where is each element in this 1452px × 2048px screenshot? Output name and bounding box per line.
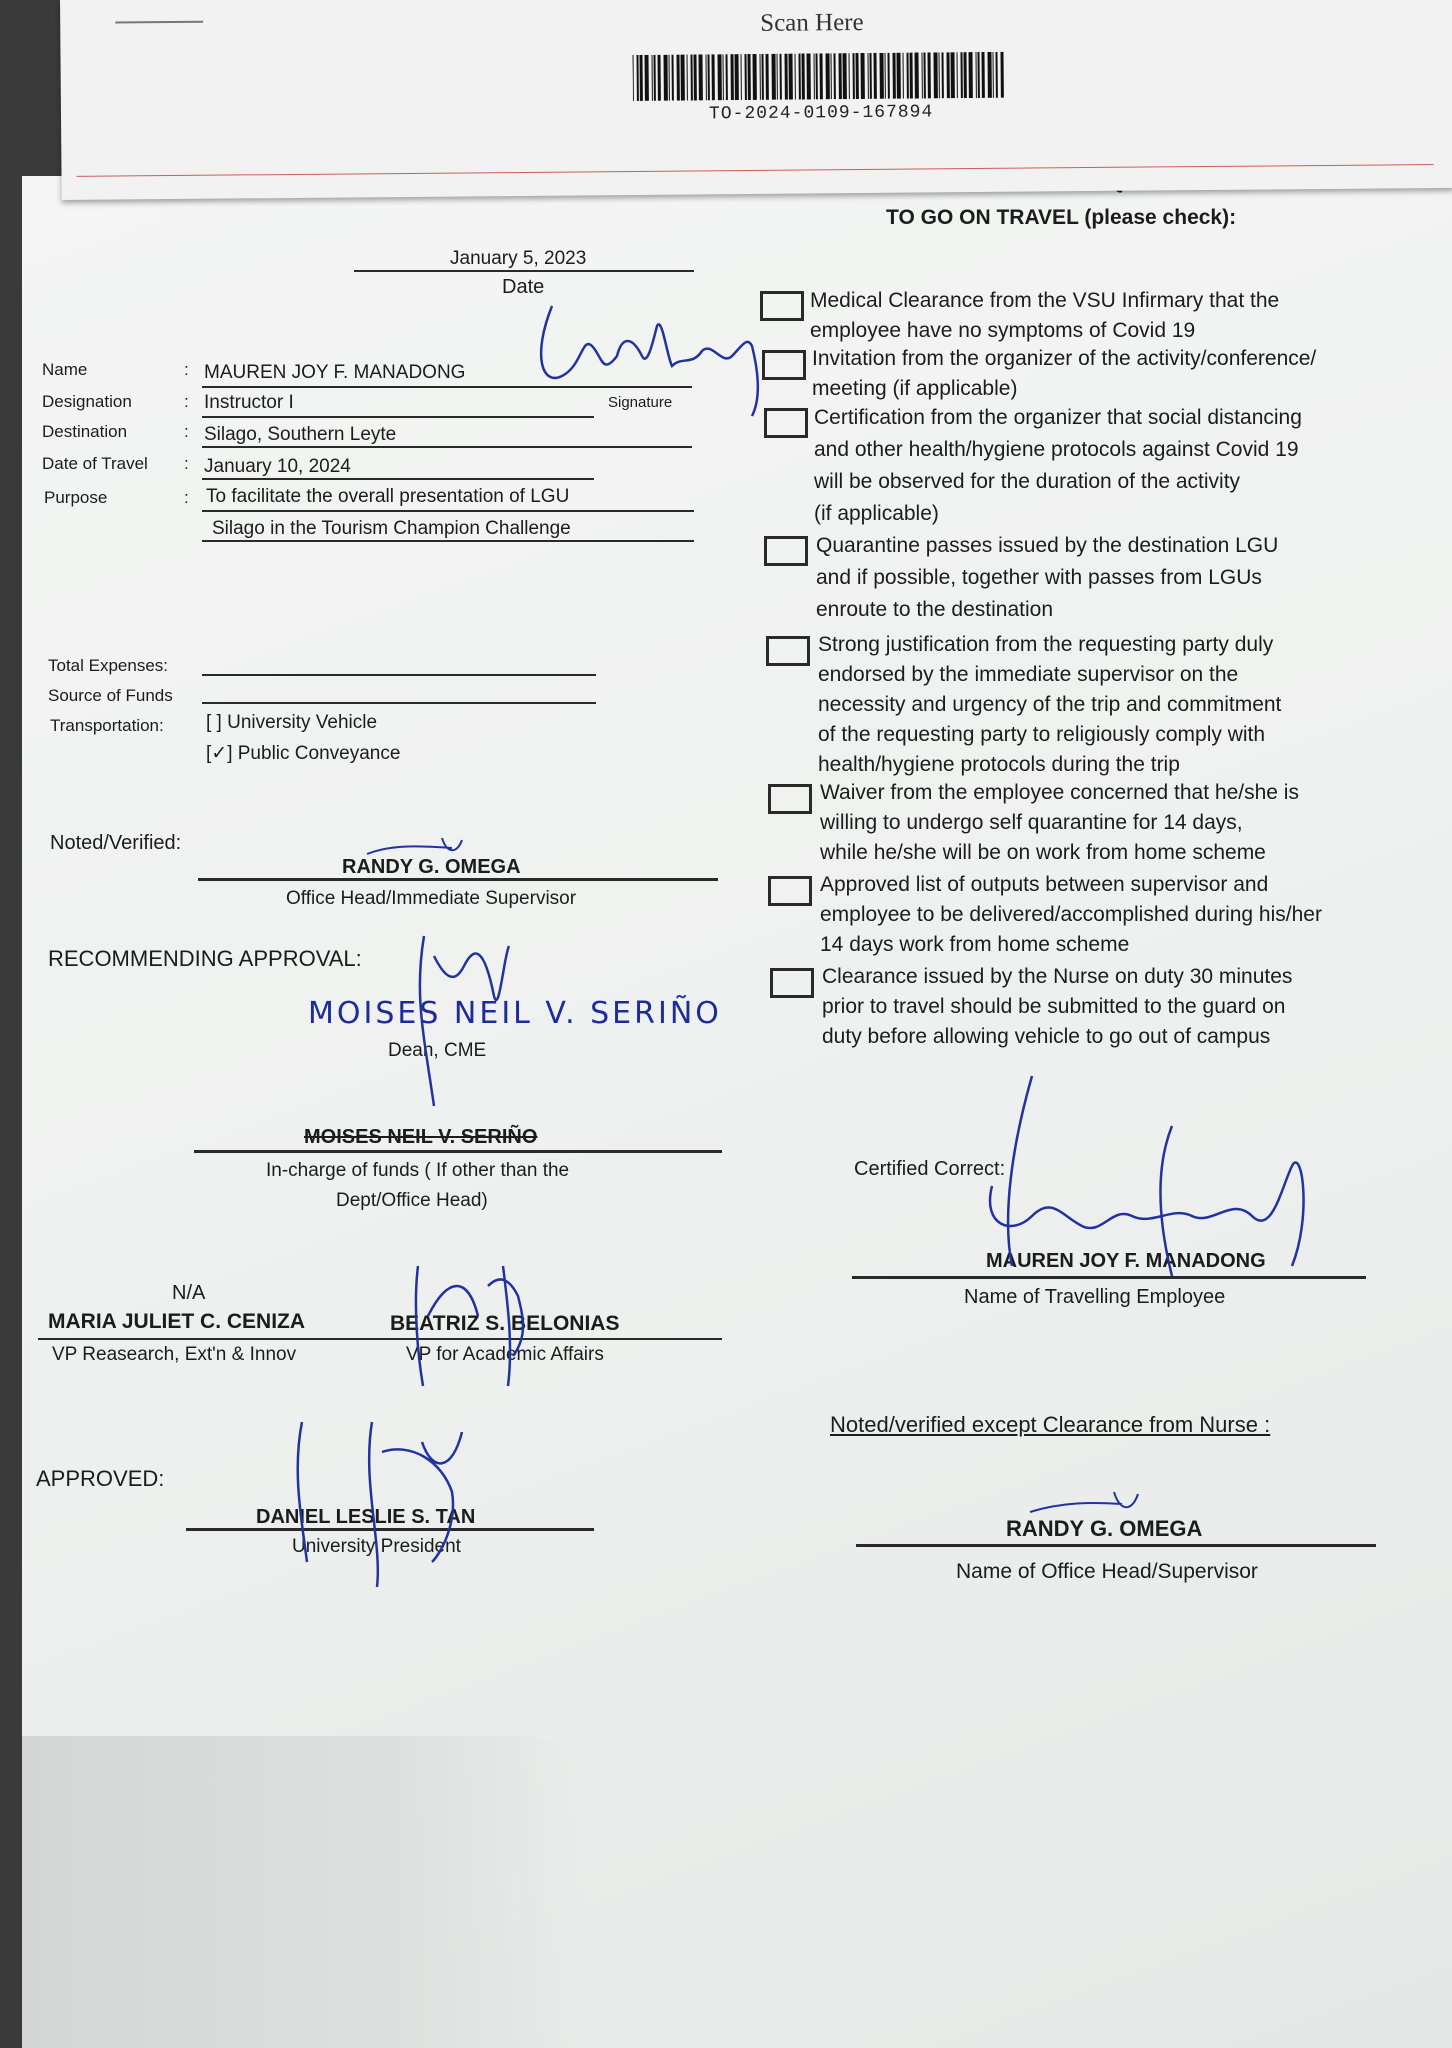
certified-name: MAUREN JOY F. MANADONG [986, 1250, 1266, 1272]
designation-colon: : [184, 392, 189, 411]
vp-rule [38, 1338, 722, 1340]
total-expenses-rule [202, 674, 596, 676]
option-public-conveyance[interactable]: [✓] Public Conveyance [206, 743, 401, 764]
travel-date-label: Date of Travel [42, 454, 148, 473]
transportation-label: Transportation: [50, 716, 164, 735]
checkbox-quarantine-passes[interactable] [764, 536, 808, 566]
barcode-bar [941, 52, 943, 98]
barcode-bar [987, 52, 991, 98]
travel-date-value: January 10, 2024 [204, 456, 351, 477]
checkbox-nurse-clearance[interactable] [770, 968, 814, 998]
noted-except-rule [856, 1544, 1376, 1547]
destination-colon: : [184, 422, 189, 441]
barcode-bar [798, 54, 800, 100]
noted-except-label: Noted/verified except Clearance from Nurse : [830, 1412, 1271, 1437]
requirement-justification: Strong justification from the requesting party duly endorsed by the immediate supervisor on the necessity and urgency of the trip and commitment of the requesting party to religiously comply with health/hygiene protocols during the trip [818, 633, 1282, 776]
barcode-bar [725, 54, 727, 100]
certified-label: Certified Correct: [854, 1158, 1006, 1180]
name-label: Name [42, 360, 88, 379]
barcode-bar [923, 52, 925, 98]
barcode-bar [801, 54, 804, 100]
barcode-bar [992, 52, 993, 98]
barcode-bar [711, 54, 714, 100]
recommending-label: RECOMMENDING APPROVAL: [48, 946, 362, 971]
barcode-bar [873, 53, 876, 99]
barcode-bar [819, 53, 822, 99]
barcode-bar [852, 53, 854, 99]
requirement-medical-clearance: Medical Clearance from the VSU Infirmary that the employee have no symptoms of Covid 19 [810, 289, 1280, 342]
noted-name: RANDY G. OMEGA [342, 856, 521, 878]
barcode-bar [842, 53, 846, 99]
requirement-approved-outputs: Approved list of outputs between supervisor and employee to be delivered/accomplished during his/her 14 days work from home scheme [820, 873, 1322, 956]
barcode-bar [938, 52, 939, 98]
barcode-bar [784, 54, 787, 100]
purpose-line1: To facilitate the overall presentation of LGU [206, 486, 570, 507]
vp-academic-title: VP for Academic Affairs [406, 1344, 604, 1365]
barcode-bar [686, 55, 687, 101]
barcode-bar [698, 54, 702, 100]
barcode-bar [633, 55, 634, 101]
photo-shadow [22, 1736, 582, 2048]
barcode-bar [960, 52, 962, 98]
barcode-bar [830, 53, 831, 99]
barcode-bar [640, 55, 643, 101]
barcode-bar [652, 55, 653, 101]
certified-rule [852, 1276, 1366, 1279]
approved-rule [186, 1528, 594, 1531]
barcode-bar [946, 52, 949, 98]
barcode-bar [884, 53, 885, 99]
barcode-bar [722, 54, 723, 100]
purpose-label: Purpose [44, 488, 108, 507]
barcode-bar [744, 54, 746, 100]
purpose-rule2 [202, 540, 694, 542]
barcode-bar [707, 54, 709, 100]
barcode-bar [892, 53, 895, 99]
destination-rule [202, 446, 692, 448]
requirement-quarantine-passes: Quarantine passes issued by the destination LGU and if possible, together with passes from LGUs enroute to the destination [816, 534, 1279, 621]
barcode-bar [963, 52, 966, 98]
checkbox-waiver[interactable] [768, 784, 812, 814]
date-rule [354, 270, 694, 272]
checkbox-justification[interactable] [766, 636, 810, 666]
form-sheet [22, 176, 1452, 2048]
barcode-bar [968, 52, 972, 98]
barcode-bar [637, 55, 639, 101]
destination-label: Destination [42, 422, 128, 441]
barcode-bar [977, 52, 979, 98]
approved-name: DANIEL LESLIE S. TAN [256, 1506, 476, 1528]
signature-label: Signature [608, 394, 673, 411]
barcode-bar [740, 54, 741, 100]
barcode-bar [860, 53, 864, 99]
requirement-invitation: Invitation from the organizer of the activity/conference/ meeting (if applicable) [812, 347, 1317, 400]
barcode-bar [658, 55, 661, 101]
noted-label: Noted/Verified: [50, 832, 182, 854]
checkbox-approved-outputs[interactable] [768, 876, 812, 906]
barcode-bar [813, 53, 814, 99]
approved-label: APPROVED: [36, 1466, 165, 1491]
vp-research-name: MARIA JULIET C. CENIZA [48, 1310, 306, 1333]
noted-title: Office Head/Immediate Supervisor [286, 888, 577, 909]
approved-title: University President [292, 1536, 461, 1557]
barcode-bar [759, 54, 760, 100]
requirements-header-line2: TO GO ON TRAVEL (please check): [886, 206, 1237, 229]
barcode-bar [867, 53, 868, 99]
barcode-bar [752, 54, 756, 100]
barcode-bar [975, 52, 976, 98]
barcode-bar [771, 54, 775, 100]
funds-title-line2: Dept/Office Head) [336, 1190, 488, 1211]
source-funds-label: Source of Funds [48, 686, 173, 705]
barcode-bar [825, 53, 829, 99]
barcode[interactable] [633, 52, 1009, 101]
funds-rule [194, 1150, 722, 1153]
noted-except-title: Name of Office Head/Supervisor [956, 1560, 1258, 1583]
barcode-bar [995, 52, 997, 98]
recommending-handwritten-name: MOISES NEIL V. SERIÑO [308, 996, 722, 1031]
barcode-bar [933, 52, 937, 98]
barcode-bar [681, 55, 685, 101]
requirement-nurse-clearance: Clearance issued by the Nurse on duty 30 minutes prior to travel should be submitted to the guard on duty before allowing vehicle to go out of campus [822, 965, 1293, 1048]
barcode-bar [833, 53, 835, 99]
barcode-bar [927, 52, 930, 98]
travel-date-colon: : [184, 454, 189, 473]
total-expenses-label: Total Expenses: [48, 656, 169, 675]
barcode-bar [906, 53, 908, 99]
purpose-rule1 [202, 510, 694, 512]
designation-rule [202, 416, 594, 418]
barcode-bar [734, 54, 738, 100]
barcode-bar [1000, 52, 1003, 98]
barcode-bar [909, 53, 912, 99]
barcode-bar [887, 53, 889, 99]
barcode-bar [855, 53, 858, 99]
barcode-bar [815, 53, 817, 99]
barcode-bar [879, 53, 883, 99]
barcode-bar [747, 54, 750, 100]
requirement-waiver: Waiver from the employee concerned that he/she is willing to undergo self quarantine for 14 days, while he/she will be on work from home scheme [820, 781, 1299, 864]
barcode-bar [761, 54, 763, 100]
date-label: Date [502, 276, 545, 298]
barcode-bar [705, 54, 706, 100]
barcode-bar [950, 52, 954, 98]
barcode-bar [779, 54, 781, 100]
barcode-bar [693, 54, 696, 100]
vp-research-note: N/A [172, 1282, 206, 1304]
barcode-bar [896, 53, 900, 99]
option-university-vehicle[interactable]: [ ] University Vehicle [206, 712, 378, 733]
source-funds-rule [202, 702, 596, 704]
barcode-bar [654, 55, 656, 101]
slip-mark [115, 21, 203, 24]
requirement-certification: Certification from the organizer that social distancing and other health/hygiene protocols against Covid 19 will be observed for the duration of the activity (if applicable) [814, 406, 1302, 525]
barcode-slip [60, 0, 1452, 200]
name-colon: : [184, 360, 189, 379]
barcode-bar [669, 55, 670, 101]
barcode-bar [794, 54, 795, 100]
barcode-bar [848, 53, 849, 99]
funds-title-line1: In-charge of funds ( If other than the [266, 1160, 570, 1181]
slip-red-line [77, 164, 1434, 177]
applicant-signature [522, 296, 782, 436]
barcode-bar [981, 52, 984, 98]
barcode-bar [677, 55, 680, 101]
tracking-number: TO-2024-0109-167894 [708, 102, 934, 125]
date-value: January 5, 2023 [450, 248, 587, 269]
president-signature [282, 1412, 522, 1592]
checkbox-invitation[interactable] [762, 350, 806, 380]
barcode-bar [765, 54, 768, 100]
barcode-bar [776, 54, 777, 100]
noted-except-name: RANDY G. OMEGA [1006, 1516, 1203, 1541]
barcode-bar [838, 53, 841, 99]
recommending-title: Dean, CME [388, 1040, 487, 1061]
destination-value: Silago, Southern Leyte [204, 424, 397, 445]
vp-academic-name: BEATRIZ S. BELONIAS [390, 1312, 620, 1335]
scan-here-label: Scan Here [760, 8, 864, 37]
barcode-bar [664, 55, 668, 101]
barcode-bar [645, 55, 649, 101]
name-value: MAUREN JOY F. MANADONG [204, 362, 466, 383]
barcode-bar [788, 54, 792, 100]
barcode-bar [902, 53, 903, 99]
noted-rule [198, 878, 718, 881]
barcode-bar [914, 53, 918, 99]
funds-name: MOISES NEIL V. SERIÑO [304, 1126, 538, 1148]
name-rule [202, 386, 692, 388]
designation-label: Designation [42, 392, 132, 411]
designation-value: Instructor I [204, 392, 294, 413]
barcode-bar [869, 53, 871, 99]
travel-date-rule [202, 478, 594, 480]
barcode-bar [672, 55, 674, 101]
barcode-bar [956, 52, 957, 98]
purpose-line2: Silago in the Tourism Champion Challenge [212, 518, 571, 539]
barcode-bar [730, 54, 733, 100]
barcode-bar [717, 54, 721, 100]
checkbox-certification[interactable] [764, 408, 808, 438]
purpose-colon: : [184, 488, 189, 507]
barcode-bar [806, 53, 810, 99]
checkbox-medical-clearance[interactable] [760, 291, 804, 321]
barcode-bar [690, 54, 692, 100]
barcode-bar [921, 52, 922, 98]
certified-title: Name of Travelling Employee [964, 1286, 1226, 1308]
vp-research-title: VP Reasearch, Ext'n & Innov [52, 1344, 297, 1365]
